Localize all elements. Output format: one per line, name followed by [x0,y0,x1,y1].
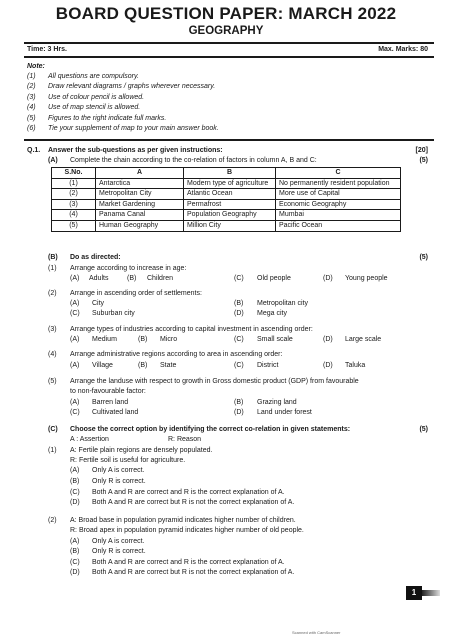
table-cell: Modern type of agriculture [184,178,276,189]
option-text: Only R is correct. [92,548,146,555]
table-row [52,178,401,189]
option-label: (A) [70,467,80,474]
option-text: Micro [160,336,178,343]
max-marks: Max. Marks: 80 [378,46,428,53]
option-text: Young people [345,275,388,282]
question-text: Arrange in ascending order of settlements: [70,290,202,297]
option-text: Barren land [92,399,129,406]
note-item: Use of map stencil is allowed. [48,104,141,111]
section-marks: (5) [419,254,428,261]
subject-title: GEOGRAPHY [188,25,264,37]
question-number: (1) [48,265,57,272]
question-number: (3) [48,326,57,333]
option-label: (D) [234,409,244,416]
table-cell: Market Gardening [96,199,184,210]
question-text: Arrange administrative regions according to area in ascending order: [70,351,283,358]
note-item: Figures to the right indicate full marks. [48,115,167,122]
option-label: (A) [70,300,80,307]
option-label: (D) [323,336,333,343]
table-cell: Antarctica [96,178,184,189]
option-label: (C) [70,409,80,416]
header-divider-bottom [24,56,434,58]
option-text: Children [147,275,174,282]
option-text: Grazing land [257,399,297,406]
assertion-legend: A : Assertion [70,436,109,443]
section-marks: (5) [419,426,428,433]
header-divider [24,42,434,44]
table-row [52,210,401,221]
option-label: (C) [70,559,80,566]
table-cell: Human Geography [96,220,184,231]
option-text: Village [92,362,113,369]
question-text: Arrange according to increase in age: [70,265,187,272]
option-label: (D) [234,310,244,317]
option-label: (C) [234,336,244,343]
option-text: Only A is correct. [92,467,145,474]
option-label: (B) [138,362,148,369]
table-cell: (3) [52,199,96,210]
assertion-text: A: Broad base in population pyramid indicates higher number of children. [70,517,296,524]
table-cell: (2) [52,189,96,200]
section-label: (B) [48,254,58,261]
scanner-watermark: Scanned with CamScanner [292,630,341,635]
option-label: (B) [70,478,80,485]
option-label: (C) [70,310,80,317]
option-label: (D) [70,499,80,506]
table-cell: (5) [52,220,96,231]
section-instruction: Do as directed: [70,254,121,261]
column-header: B [184,168,276,179]
option-text: Taluka [345,362,366,369]
option-label: (D) [70,569,80,576]
note-num: (6) [27,125,36,132]
table-cell: Economic Geography [276,199,401,210]
option-text: Both A and R are correct and R is the correct explanation of A. [92,489,285,496]
question-number: (4) [48,351,57,358]
note-item: All questions are compulsory. [48,73,139,80]
table-cell: Mumbai [276,210,401,221]
reason-text: R: Broad apex in population pyramid indicates higher number of old people. [70,527,304,534]
table-cell: Million City [184,220,276,231]
table-row [52,199,401,210]
table-cell: Permafrost [184,199,276,210]
column-header: C [276,168,401,179]
option-text: State [160,362,177,369]
option-label: (C) [70,489,80,496]
option-label: (C) [234,275,244,282]
question-text: Arrange the landuse with respect to growth in Gross domestic product (GDP) from favourable [70,378,359,385]
option-text: Both A and R are correct and R is the correct explanation of A. [92,559,285,566]
reason-text: R: Fertile soil is useful for agriculture. [70,457,186,464]
table-cell: Pacific Ocean [276,220,401,231]
option-text: Suburban city [92,310,135,317]
option-label: (A) [70,336,80,343]
note-item: Tie your supplement of map to your main answer book. [48,125,219,132]
option-label: (B) [234,300,244,307]
question-marks: [20] [415,147,428,154]
question-number: (1) [48,447,57,454]
chain-table [51,167,401,232]
option-text: Old people [257,275,291,282]
table-cell: Atlantic Ocean [184,189,276,200]
reason-legend: R: Reason [168,436,202,443]
option-label: (B) [138,336,148,343]
note-item: Use of colour pencil is allowed. [48,94,145,101]
option-label: (A) [70,538,80,545]
option-label: (A) [70,275,80,282]
note-num: (4) [27,104,36,111]
option-label: (D) [323,275,333,282]
question-text-continued: to non-favourable factor: [70,388,146,395]
option-text: Adults [89,275,109,282]
table-cell: No permanently resident population [276,178,401,189]
question-number: Q.1. [27,147,41,154]
page-number-tab [422,590,440,596]
assertion-text: A: Fertile plain regions are densely populated. [70,447,213,454]
option-text: Both A and R are correct but R is not the correct explanation of A. [92,569,295,576]
table-cell: Population Geography [184,210,276,221]
note-num: (3) [27,94,36,101]
table-header-row [52,168,401,179]
question-number: (2) [48,290,57,297]
note-num: (5) [27,115,36,122]
note-item: Draw relevant diagrams / graphs wherever necessary. [48,83,216,90]
option-label: (D) [323,362,333,369]
note-num: (1) [27,73,36,80]
time-label: Time: 3 Hrs. [27,46,67,53]
option-text: City [92,300,105,307]
page-number-badge: 1 [406,586,422,600]
option-label: (C) [234,362,244,369]
option-text: Cultivated land [92,409,139,416]
column-header: A [96,168,184,179]
table-cell: Panama Canal [96,210,184,221]
option-text: Only R is correct. [92,478,146,485]
option-text: Both A and R are correct but R is not the correct explanation of A. [92,499,295,506]
section-instruction: Choose the correct option by identifying the correct co-relation in given statements: [70,426,351,433]
option-label: (A) [70,362,80,369]
option-label: (A) [70,399,80,406]
option-text: District [257,362,279,369]
note-num: (2) [27,83,36,90]
table-cell: Metropolitan City [96,189,184,200]
option-text: Only A is correct. [92,538,145,545]
section-label: (A) [48,157,58,164]
option-label: (B) [70,548,80,555]
section-marks: (5) [419,157,428,164]
option-text: Mega city [257,310,287,317]
question-instruction: Answer the sub-questions as per given instructions: [48,147,223,154]
table-cell: (1) [52,178,96,189]
section-label: (C) [48,426,58,433]
option-text: Small scale [257,336,293,343]
column-header: S.No. [52,168,96,179]
option-text: Large scale [345,336,382,343]
question-text: Arrange types of industries according to capital investment in ascending order: [70,326,313,333]
note-divider [24,139,434,141]
paper-title: BOARD QUESTION PAPER: MARCH 2022 [55,4,397,23]
note-heading: Note: [27,63,45,70]
table-row [52,220,401,231]
question-number: (5) [48,378,57,385]
option-text: Metropolitan city [257,300,308,307]
question-number: (2) [48,517,57,524]
table-cell: (4) [52,210,96,221]
option-text: Medium [92,336,117,343]
table-cell: More use of Capital [276,189,401,200]
section-instruction: Complete the chain according to the co-relation of factors in column A, B and C: [70,157,317,164]
table-row [52,189,401,200]
option-label: (B) [234,399,244,406]
option-text: Land under forest [257,409,312,416]
option-label: (B) [127,275,137,282]
